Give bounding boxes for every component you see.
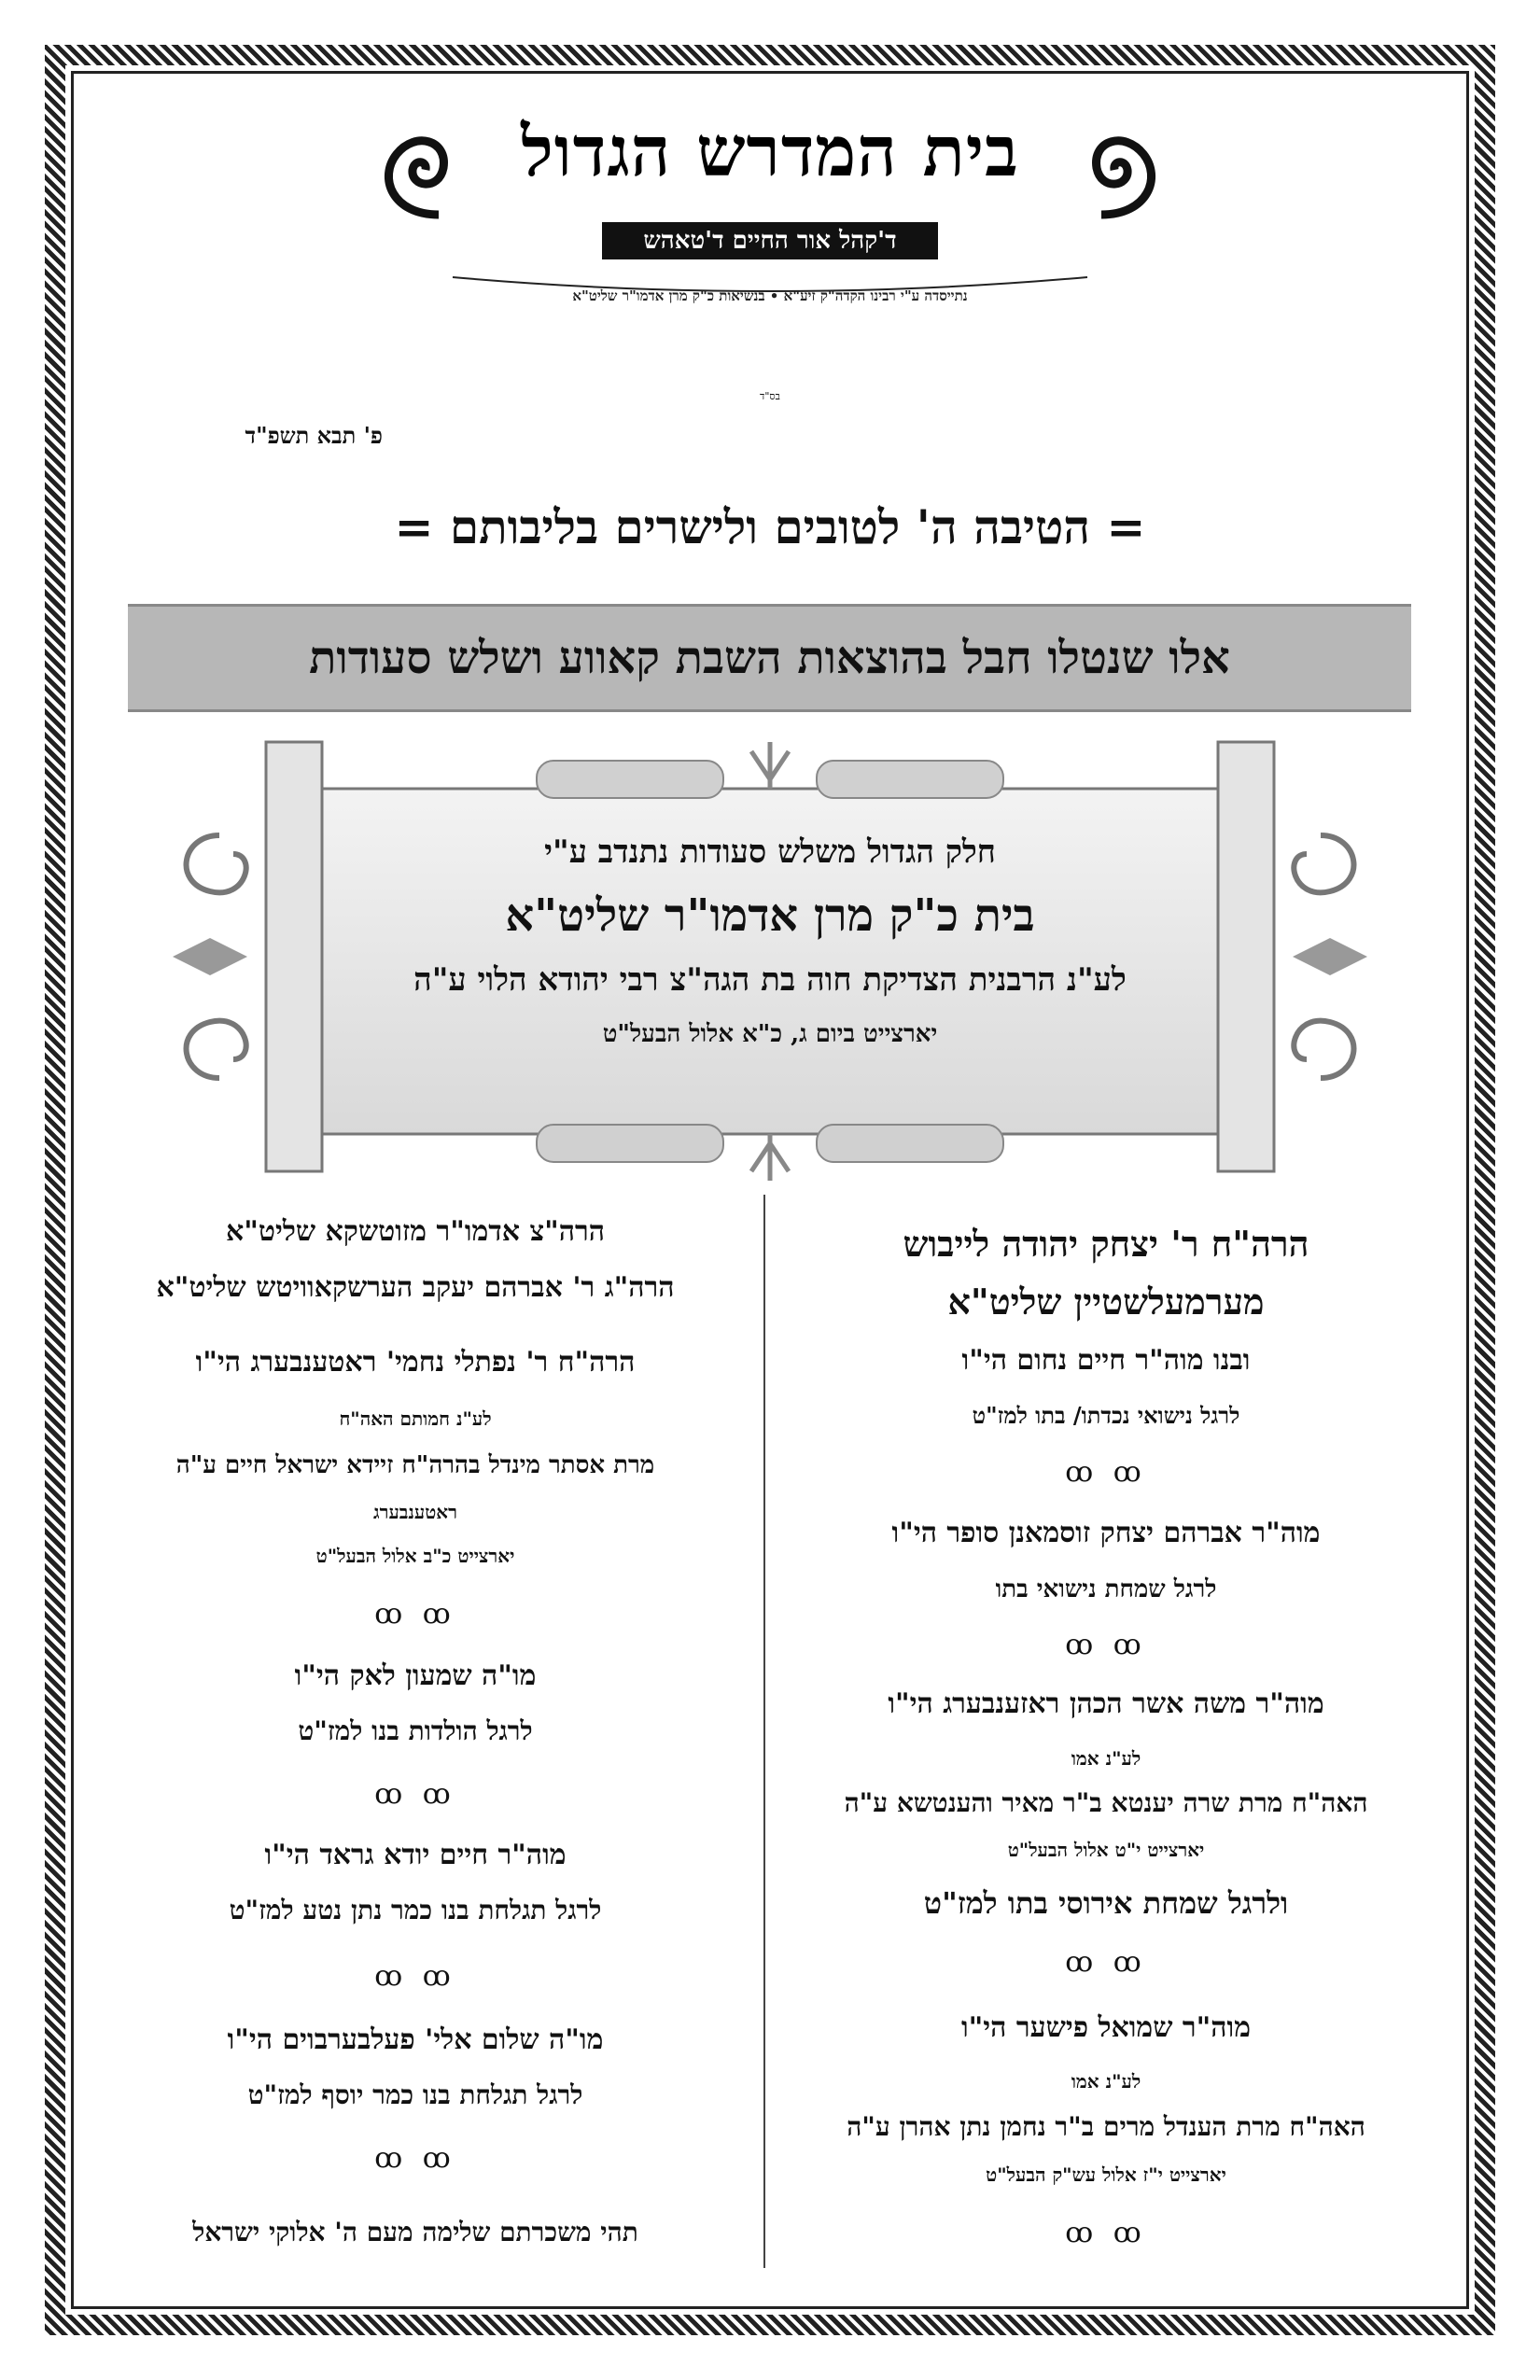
right-entry-2-line-2: לרגל שמחת נישואי בתו (995, 1575, 1217, 1603)
left-entry-3-line-2: לרגל תגלחת בנו כמר נתן נטע למז"ט (229, 1895, 602, 1925)
scroll-line-4: יארצייט ביום ג, כ"א אלול הבעל"ט (602, 1020, 938, 1048)
logo-tagline: נתייסדה ע"י רבינו הקדה"ק זיע"א • בנשיאות כ"ק מרן אדמו"ר שליט"א (572, 287, 968, 304)
right-entry-2-line-1: מוה"ר אברהם יצחק זוסמאנן סופר הי"ו (891, 1517, 1321, 1549)
left-entry-4-line-1: מו"ה שלום אלי' פעלבערבוים הי"ו (227, 2023, 604, 2056)
ornament-divider: ꝏ ꝏ (1065, 2217, 1147, 2249)
ornament-divider: ꝏ ꝏ (374, 1960, 456, 1993)
scroll-line-3: לע"נ הרבנית הצדיקת חוה בת הגה"צ רבי יהודא הלוי ע"ה (413, 961, 1127, 999)
right-entry-3-line-5: ולרגל שמחת אירוסי בתו למז"ט (923, 1885, 1289, 1921)
ornament-divider: ꝏ ꝏ (374, 2142, 456, 2175)
ornament-divider: ꝏ ꝏ (1065, 1629, 1147, 1661)
right-entry-1-line-2: מערמעלשטיין שליט"א (947, 1281, 1265, 1323)
left-entry-3-line-1: מוה"ר חיים יודא גראד הי"ו (264, 1839, 567, 1871)
scroll-line-1: חלק הגדול משלש סעודות נתנדב ע"י (544, 833, 996, 871)
left-entry-1-line-3: הרה"ח ר' נפתלי נחמי' ראטענבערג הי"ו (195, 1346, 636, 1379)
headline: = הטיבה ה' לטובים ולישרים בליבותם = (394, 499, 1146, 554)
left-entry-1-line-6: ראטענבערג (373, 1501, 457, 1523)
right-entry-1-line-1: הרה"ח ר' יצחק יהודה לייבוש (903, 1223, 1309, 1265)
ornament-divider: ꝏ ꝏ (374, 1598, 456, 1631)
column-divider (763, 1195, 765, 2268)
right-entry-1-line-4: לרגל נישואי נכדתו/ בתו למז"ט (972, 1402, 1240, 1429)
date-label: פ' תבא תשפ"ד (245, 422, 383, 449)
right-entry-4-line-3: האה"ח מרת הענדל מרים ב"ר נחמן נתן אהרן ע"ה (847, 2111, 1365, 2142)
left-entry-1-line-1: הרה"צ אדמו"ר מזוטשקא שליט"א (225, 1215, 606, 1248)
right-entry-4-line-4: יארצייט י"ז אלול עש"ק הבעל"ט (986, 2163, 1226, 2186)
left-entry-1-line-4: לע"נ חמותם האה"ח (339, 1407, 492, 1430)
right-entry-3-line-2: לע"נ אמו (1071, 1747, 1141, 1770)
right-entry-3-line-3: האה"ח מרת שרה יענטא ב"ר מאיר והענטשא ע"ה (844, 1787, 1368, 1818)
right-entry-3-line-4: יארצייט י"ט אלול הבעל"ט (1007, 1839, 1205, 1861)
scroll-line-2: בית כ"ק מרן אדמו"ר שליט"א (505, 889, 1035, 942)
left-entry-1-line-2: הרה"ג ר' אברהם יעקב הערשקאוויטש שליט"א (156, 1271, 675, 1304)
left-entry-4-line-2: לרגל תגלחת בנו כמר יוסף למז"ט (247, 2079, 583, 2110)
right-entry-4-line-2: לע"נ אמו (1071, 2070, 1141, 2093)
left-column (89, 0, 742, 2380)
logo-title: בית המדרש הגדול (521, 112, 1019, 192)
logo-subtitle: ד'קהל אור החיים ד'טאהש (602, 222, 938, 259)
right-entry-1-line-3: ובנו מוה"ר חיים נחום הי"ו (961, 1344, 1251, 1377)
ornament-divider: ꝏ ꝏ (1065, 1456, 1147, 1489)
closing-line: תהי משכרתם שלימה מעם ה' אלוקי ישראל (192, 2217, 638, 2247)
left-entry-2-line-2: לרגל הולדות בנו למז"ט (298, 1715, 533, 1746)
ornament-divider: ꝏ ꝏ (1065, 1946, 1147, 1979)
banner-text: אלו שנטלו חבל בהוצאות השבת קאווע ושלש סעודות (309, 632, 1230, 684)
left-entry-2-line-1: מו"ה שמעון לאק הי"ו (294, 1659, 537, 1692)
left-entry-1-line-7: יארצייט כ"ב אלול הבעל"ט (315, 1545, 515, 1567)
right-entry-3-line-1: מוה"ר משה אשר הכהן ראזענבערג הי"ו (888, 1687, 1324, 1720)
right-column (779, 0, 1433, 2380)
left-entry-1-line-5: מרת אסתר מינדל בהרה"ח זיידא ישראל חיים ע"ה (175, 1451, 655, 1479)
bsd-mark: בס"ד (760, 390, 780, 402)
ornament-divider: ꝏ ꝏ (374, 1778, 456, 1811)
right-entry-4-line-1: מוה"ר שמואל פישער הי"ו (961, 2011, 1251, 2044)
